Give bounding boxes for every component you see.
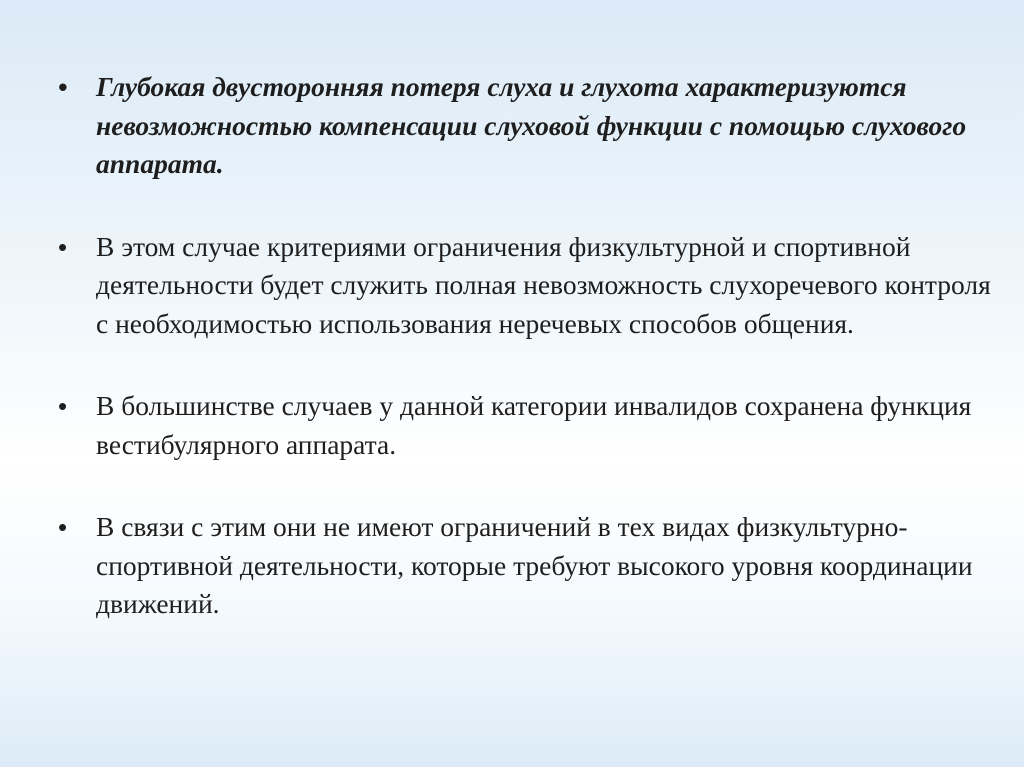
bullet-dot: •	[58, 391, 68, 421]
bullet-text: В этом случае критериями ограничения физкультурной и спортивной деятельности будет служить полная невозможность слухоречевого контроля с необходимостью использования неречевых способов общения.	[96, 230, 991, 339]
bullet-item-criteria	[52, 228, 992, 344]
bullet-text: В связи с этим они не имеют ограничений в тех видах физкультурно-спортивной деятельности, которые требуют высокого уровня координации движений.	[96, 511, 973, 619]
bullet-text: В большинстве случаев у данной категории инвалидов сохранена функция вестибулярного аппарата.	[96, 390, 972, 460]
bullet-item-vestibular	[52, 387, 992, 464]
bullet-dot: •	[58, 231, 68, 262]
bullet-list	[52, 68, 992, 624]
bullet-item-hearing-loss	[52, 68, 992, 184]
bullet-dot: •	[58, 512, 68, 542]
bullet-text: Глубокая двусторонняя потеря слуха и глухота характеризуются невозможностью компенсации слуховой функции с помощью слухового аппарата.	[96, 71, 967, 179]
bullet-item-coordination	[52, 508, 992, 624]
bullet-dot: •	[58, 72, 68, 102]
